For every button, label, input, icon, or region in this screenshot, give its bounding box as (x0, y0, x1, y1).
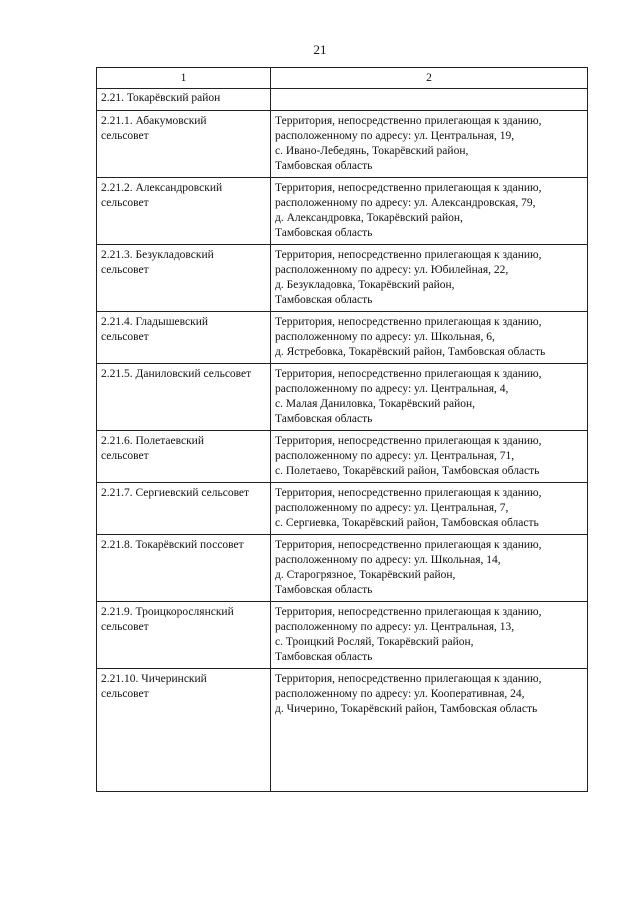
settlement-name: 2.21.10. Чичеринский сельсовет (97, 669, 271, 792)
table-row (97, 364, 588, 431)
polling-locations-table (96, 67, 588, 792)
table-row (97, 312, 588, 364)
settlement-name: 2.21.2. Александровский сельсовет (97, 178, 271, 245)
location-address: Территория, непосредственно прилегающая к зданию, расположенному по адресу: ул. Школьная, 14, д. Старогрязное, Токарёвский район, Тамбовская область (271, 535, 588, 602)
district-name: 2.21. Токарёвский район (97, 89, 271, 111)
settlement-name: 2.21.6. Полетаевский сельсовет (97, 431, 271, 483)
column-header-2: 2 (271, 68, 588, 89)
location-address: Территория, непосредственно прилегающая к зданию, расположенному по адресу: ул. Центральная, 19, с. Ивано-Лебедянь, Токарёвский район, Тамбовская область (271, 111, 588, 178)
location-address: Территория, непосредственно прилегающая к зданию, расположенному по адресу: ул. Александровская, 79, д. Александровка, Токарёвский район, Тамбовская область (271, 178, 588, 245)
table-header-row (97, 68, 588, 89)
table-row (97, 483, 588, 535)
column-header-1: 1 (97, 68, 271, 89)
table-row (97, 669, 588, 792)
district-empty-cell (271, 89, 588, 111)
table-row (97, 111, 588, 178)
table-row (97, 245, 588, 312)
location-address: Территория, непосредственно прилегающая к зданию, расположенному по адресу: ул. Юбилейная, 22, д. Безукладовка, Токарёвский район, Тамбовская область (271, 245, 588, 312)
settlement-name: 2.21.3. Безукладовский сельсовет (97, 245, 271, 312)
settlement-name: 2.21.8. Токарёвский поссовет (97, 535, 271, 602)
location-address: Территория, непосредственно прилегающая к зданию, расположенному по адресу: ул. Кооперативная, 24, д. Чичерино, Токарёвский район, Тамбовская область (271, 669, 588, 792)
location-address: Территория, непосредственно прилегающая к зданию, расположенному по адресу: ул. Центральная, 71, с. Полетаево, Токарёвский район, Тамбовская область (271, 431, 588, 483)
settlement-name: 2.21.1. Абакумовский сельсовет (97, 111, 271, 178)
settlement-name: 2.21.7. Сергиевский сельсовет (97, 483, 271, 535)
settlement-name: 2.21.5. Даниловский сельсовет (97, 364, 271, 431)
table-row (97, 178, 588, 245)
table-row (97, 535, 588, 602)
page-number: 21 (313, 42, 327, 57)
table-row (97, 431, 588, 483)
location-address: Территория, непосредственно прилегающая к зданию, расположенному по адресу: ул. Школьная, 6, д. Ястребовка, Токарёвский район, Тамбовская область (271, 312, 588, 364)
district-row (97, 89, 588, 111)
location-address: Территория, непосредственно прилегающая к зданию, расположенному по адресу: ул. Центральная, 7, с. Сергиевка, Токарёвский район, Тамбовская область (271, 483, 588, 535)
settlement-name: 2.21.4. Гладышевский сельсовет (97, 312, 271, 364)
location-address: Территория, непосредственно прилегающая к зданию, расположенному по адресу: ул. Центральная, 4, с. Малая Даниловка, Токарёвский район, Тамбовская область (271, 364, 588, 431)
location-address: Территория, непосредственно прилегающая к зданию, расположенному по адресу: ул. Центральная, 13, с. Троицкий Росляй, Токарёвский район, Тамбовская область (271, 602, 588, 669)
settlement-name: 2.21.9. Троицкорослянский сельсовет (97, 602, 271, 669)
table-row (97, 602, 588, 669)
